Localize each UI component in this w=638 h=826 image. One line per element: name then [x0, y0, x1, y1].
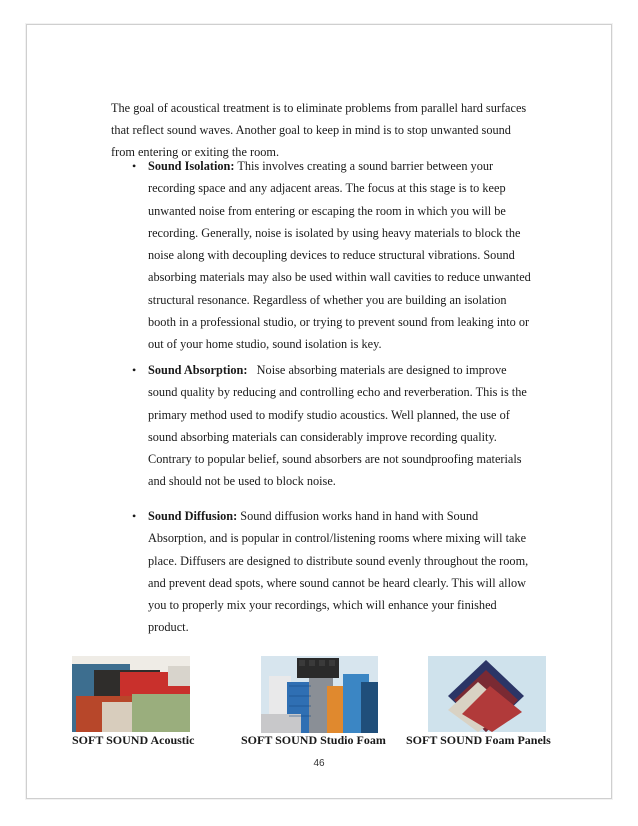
- bullet-title: Sound Isolation:: [148, 159, 235, 173]
- bullet-title: Sound Absorption:: [148, 363, 248, 377]
- foam-panels-image: [428, 656, 546, 732]
- intro-paragraph: The goal of acoustical treatment is to eliminate problems from parallel hard surfaces that reflect sound waves. Another goal to keep in mind is to stop unwanted sound from entering or exiting the room.: [111, 101, 527, 159]
- bullet-sound-absorption: [111, 359, 531, 493]
- bullet-sound-isolation: [111, 155, 531, 356]
- page-number: 46: [313, 758, 325, 769]
- bullet-icon: •: [132, 363, 137, 377]
- caption-acoustic: SOFT SOUND Acoustic: [72, 733, 195, 747]
- bullet-sound-diffusion: [111, 505, 531, 639]
- bullet-body: Sound diffusion works hand in hand with Sound Absorption, and is popular in control/listening rooms where mixing will take place. Diffusers are designed to distribute sound evenly throughout the room, and prevent dead spots, where sound cannot be heard clearly. This will allow you to properly mix your recordings, which will enhance your finished product.: [148, 509, 529, 635]
- studio-foam-image: [261, 656, 378, 733]
- bullet-icon: •: [132, 509, 137, 523]
- acoustic-panels-image: [72, 656, 190, 732]
- caption-foam-panels: SOFT SOUND Foam Panels: [406, 733, 551, 747]
- bullet-body: Noise absorbing materials are designed to improve sound quality by reducing and controlling echo and reverberation. This is the primary method used to modify studio acoustics. Well planned, the use of sound absorbing materials can considerably improve recording quality. Contrary to popular belief, sound absorbers are not soundproofing materials and should not be used to block noise.: [148, 363, 530, 489]
- bullet-title: Sound Diffusion:: [148, 509, 238, 523]
- bullet-body: This involves creating a sound barrier between your recording space and any adjacent areas. The focus at this stage is to keep unwanted noise from entering or escaping the room in which you will be recording. Generally, noise is isolated by using heavy materials to block the noise along with decoupling devices to reduce structural vibrations. Sound absorbing materials may also be used within wall cavities to reduce unwanted structural resonance. Regardless of whether you are building an isolation booth in a professional studio, or trying to prevent sound from leaking into or out of your home studio, sound isolation is key.: [148, 159, 531, 352]
- bullet-icon: •: [132, 159, 137, 173]
- caption-studio-foam: SOFT SOUND Studio Foam: [241, 733, 386, 747]
